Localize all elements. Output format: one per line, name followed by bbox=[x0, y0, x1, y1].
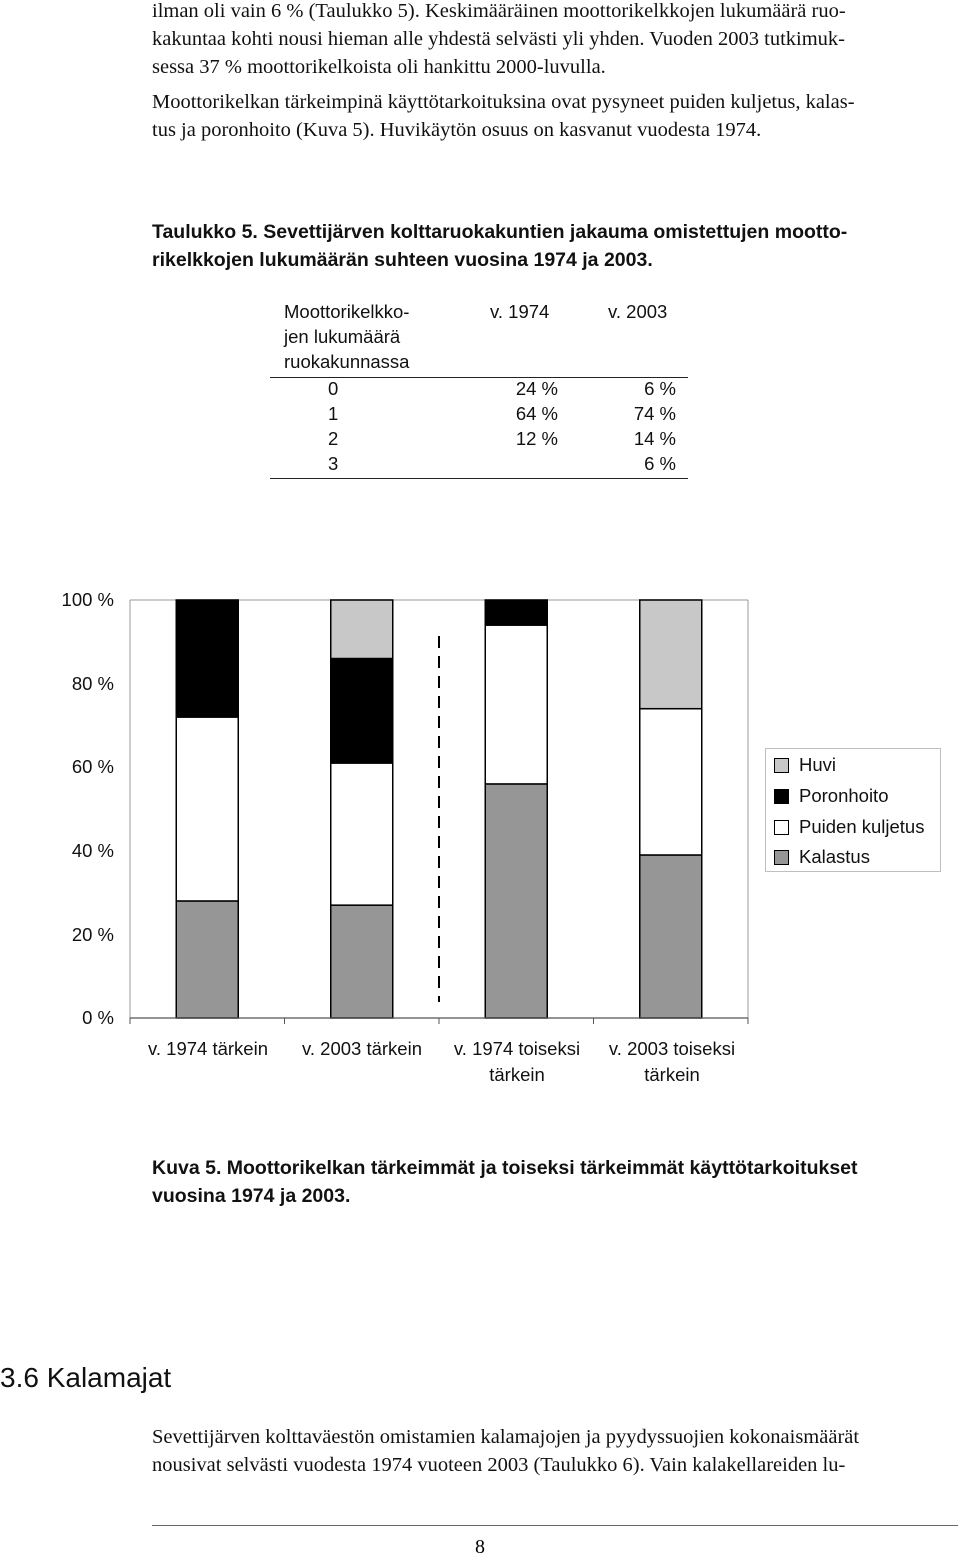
x-tick-line: v. 2003 tärkein bbox=[302, 1038, 422, 1059]
x-tick-line: tärkein bbox=[644, 1064, 700, 1085]
x-tick-label bbox=[439, 1036, 595, 1088]
value-2003-cell: 6 % bbox=[644, 378, 676, 399]
legend-label: Puiden kuljetus bbox=[799, 816, 925, 837]
value-1974-cell: 12 % bbox=[515, 428, 558, 449]
bar-segment-kalastus bbox=[331, 905, 393, 1018]
count-cell: 1 bbox=[328, 403, 339, 424]
legend-label: Huvi bbox=[799, 754, 837, 775]
bar-segment-puiden-kuljetus bbox=[485, 625, 547, 784]
bar-segment-puiden-kuljetus bbox=[640, 709, 702, 855]
header-1974: v. 1974 bbox=[490, 301, 550, 322]
bar-segment-poronhoito bbox=[485, 600, 547, 625]
legend-swatch bbox=[774, 758, 789, 773]
text-line: ilman oli vain 6 % (Taulukko 5). Keskimääräinen moottorikelkkojen lukumäärä ruo- bbox=[152, 0, 846, 22]
y-tick-label: 60 % bbox=[71, 756, 114, 777]
header-count-line3: ruokakunnassa bbox=[284, 351, 410, 372]
chart-legend bbox=[765, 748, 941, 872]
y-tick-label: 0 % bbox=[82, 1007, 114, 1028]
value-2003-cell: 74 % bbox=[633, 403, 676, 424]
page-number: 8 bbox=[475, 1536, 485, 1558]
bar-segment-huvi bbox=[331, 600, 393, 659]
header-count-line1: Moottorikelkko- bbox=[284, 301, 410, 322]
header-2003: v. 2003 bbox=[608, 301, 668, 322]
caption-line: Kuva 5. Moottorikelkan tärkeimmät ja toiseksi tärkeimmät käyttötarkoitukset bbox=[152, 1157, 858, 1179]
text-line: Sevettijärven kolttaväestön omistamien kalamajojen ja pyydyssuojien kokonaismäärät bbox=[152, 1426, 860, 1448]
y-tick-label: 100 % bbox=[61, 589, 114, 610]
x-tick-line: v. 2003 toiseksi bbox=[608, 1038, 736, 1059]
legend-swatch bbox=[774, 850, 789, 865]
count-cell: 3 bbox=[328, 453, 339, 474]
x-tick-label bbox=[594, 1036, 750, 1088]
y-tick-label: 20 % bbox=[71, 924, 114, 945]
y-tick-label: 80 % bbox=[71, 673, 114, 694]
x-tick-label bbox=[130, 1036, 286, 1062]
header-count-line2: jen lukumäärä bbox=[284, 326, 401, 347]
legend-label: Poronhoito bbox=[799, 785, 889, 806]
legend-label: Kalastus bbox=[799, 846, 870, 867]
caption-line: rikelkkojen lukumäärän suhteen vuosina 1974 ja 2003. bbox=[152, 249, 653, 271]
caption-line: vuosina 1974 ja 2003. bbox=[152, 1185, 351, 1207]
bar-segment-kalastus bbox=[176, 901, 238, 1018]
legend-swatch bbox=[774, 820, 789, 835]
count-cell: 2 bbox=[328, 428, 339, 449]
kalamajat-paragraph bbox=[152, 1423, 958, 1479]
bar-segment-huvi bbox=[640, 600, 702, 709]
x-tick-line: tärkein bbox=[489, 1064, 545, 1085]
caption-line: Taulukko 5. Sevettijärven kolttaruokakuntien jakauma omistettujen mootto- bbox=[152, 221, 848, 243]
figure-caption bbox=[152, 1154, 958, 1210]
bar-segment-kalastus bbox=[640, 855, 702, 1018]
text-line: kakuntaa kohti nousi hieman alle yhdestä selvästi yli yhden. Vuoden 2003 tutkimuk- bbox=[152, 28, 845, 50]
value-2003-cell: 14 % bbox=[633, 428, 676, 449]
text-line: nousivat selvästi vuodesta 1974 vuoteen 2003 (Taulukko 6). Vain kalakellareiden lu- bbox=[152, 1454, 846, 1476]
bar-segment-puiden-kuljetus bbox=[331, 763, 393, 905]
x-tick-line: v. 1974 toiseksi bbox=[453, 1038, 581, 1059]
bar-segment-puiden-kuljetus bbox=[176, 717, 238, 901]
value-1974-cell: 64 % bbox=[515, 403, 558, 424]
bar-segment-poronhoito bbox=[331, 659, 393, 764]
text-line: Moottorikelkan tärkeimpinä käyttötarkoituksina ovat pysyneet puiden kuljetus, kalas- bbox=[152, 91, 855, 113]
text-line: sessa 37 % moottorikelkoista oli hankittu 2000-luvulla. bbox=[152, 56, 606, 78]
value-1974-cell: 24 % bbox=[515, 378, 558, 399]
x-tick-label bbox=[284, 1036, 440, 1062]
count-cell: 0 bbox=[328, 378, 339, 399]
footer-rule bbox=[152, 1525, 958, 1526]
x-tick-line: v. 1974 tärkein bbox=[148, 1038, 268, 1059]
bar-segment-poronhoito bbox=[176, 600, 238, 717]
legend-swatch bbox=[774, 789, 789, 804]
text-line: tus ja poronhoito (Kuva 5). Huvikäytön osuus on kasvanut vuodesta 1974. bbox=[152, 119, 762, 141]
y-tick-label: 40 % bbox=[71, 840, 114, 861]
section-heading: 3.6 Kalamajat bbox=[0, 1362, 172, 1393]
bar-segment-kalastus bbox=[485, 784, 547, 1018]
value-2003-cell: 6 % bbox=[644, 453, 676, 474]
